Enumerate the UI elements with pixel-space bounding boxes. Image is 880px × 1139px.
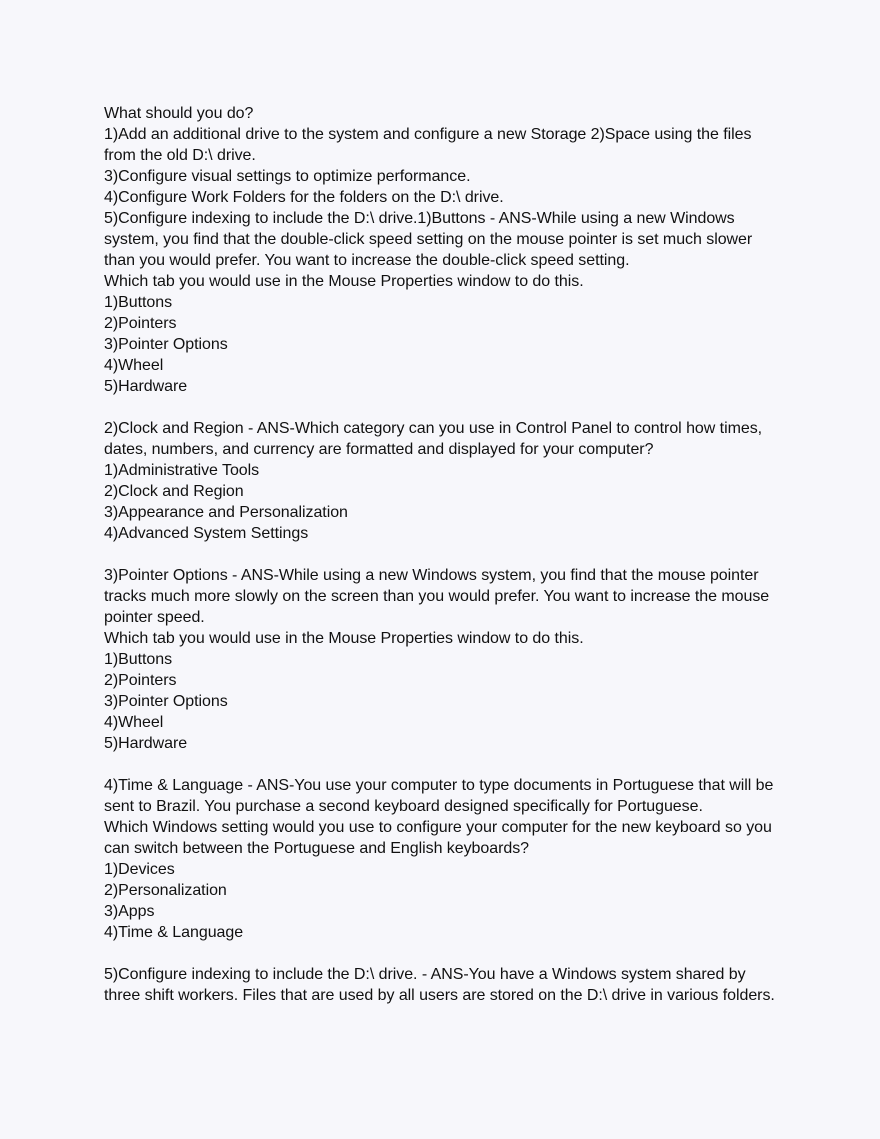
text-line: from the old D:\ drive. [104, 147, 256, 164]
paragraph-spacer [104, 943, 794, 964]
answer-option: 2)Clock and Region [104, 483, 244, 500]
question-text: 4)Time & Language - ANS-You use your computer to type documents in Portuguese that will be [104, 777, 774, 794]
text-line: What should you do? [104, 105, 254, 122]
text-line: 1)Add an additional drive to the system and configure a new Storage 2)Space using the files [104, 126, 752, 143]
paragraph-spacer [104, 754, 794, 775]
answer-option: 5)Hardware [104, 735, 188, 752]
answer-option: 4)Time & Language [104, 924, 244, 941]
question-text: 3)Pointer Options - ANS-While using a new Windows system, you find that the mouse pointer [104, 567, 759, 584]
answer-option: 2)Personalization [104, 882, 227, 899]
question-text: pointer speed. [104, 609, 205, 626]
answer-option: 2)Pointers [104, 315, 177, 332]
question-text: three shift workers. Files that are used by all users are stored on the D:\ drive in various folders. [104, 987, 775, 1004]
answer-option: 3)Pointer Options [104, 336, 228, 353]
answer-option: 1)Devices [104, 861, 175, 878]
question-text: sent to Brazil. You purchase a second keyboard designed specifically for Portuguese. [104, 798, 703, 815]
answer-option: 4)Wheel [104, 714, 164, 731]
answer-option: 3)Apps [104, 903, 155, 920]
text-line: system, you find that the double-click speed setting on the mouse pointer is set much slower [104, 231, 753, 248]
question-text: 2)Clock and Region - ANS-Which category can you use in Control Panel to control how times, [104, 420, 763, 437]
answer-option: 4)Wheel [104, 357, 164, 374]
question-text: 5)Configure indexing to include the D:\ drive. - ANS-You have a Windows system shared by [104, 966, 746, 983]
question-text: can switch between the Portuguese and English keyboards? [104, 840, 530, 857]
answer-option: 1)Administrative Tools [104, 462, 260, 479]
question-text: Which Windows setting would you use to configure your computer for the new keyboard so you [104, 819, 772, 836]
answer-option: 3)Pointer Options [104, 693, 228, 710]
question-block-time-and-language [104, 775, 794, 943]
question-text: Which tab you would use in the Mouse Properties window to do this. [104, 630, 584, 647]
answer-option: 5)Hardware [104, 378, 188, 395]
question-block-clock-and-region [104, 418, 794, 544]
answer-option: 1)Buttons [104, 651, 173, 668]
answer-option: 2)Pointers [104, 672, 177, 689]
text-line: 5)Configure indexing to include the D:\ drive.1)Buttons - ANS-While using a new Windows [104, 210, 735, 227]
text-line: 4)Configure Work Folders for the folders on the D:\ drive. [104, 189, 504, 206]
question-block-pointer-options [104, 565, 794, 754]
text-line: Which tab you would use in the Mouse Properties window to do this. [104, 273, 584, 290]
answer-option: 1)Buttons [104, 294, 173, 311]
paragraph-spacer [104, 544, 794, 565]
question-block-configure-indexing [104, 964, 794, 1006]
question-text: dates, numbers, and currency are formatted and displayed for your computer? [104, 441, 654, 458]
text-line: than you would prefer. You want to increase the double-click speed setting. [104, 252, 630, 269]
intro-block [104, 103, 794, 397]
paragraph-spacer [104, 397, 794, 418]
question-text: tracks much more slowly on the screen than you would prefer. You want to increase the mouse [104, 588, 770, 605]
answer-option: 4)Advanced System Settings [104, 525, 309, 542]
text-line: 3)Configure visual settings to optimize performance. [104, 168, 471, 185]
answer-option: 3)Appearance and Personalization [104, 504, 348, 521]
document-body [104, 103, 794, 1006]
